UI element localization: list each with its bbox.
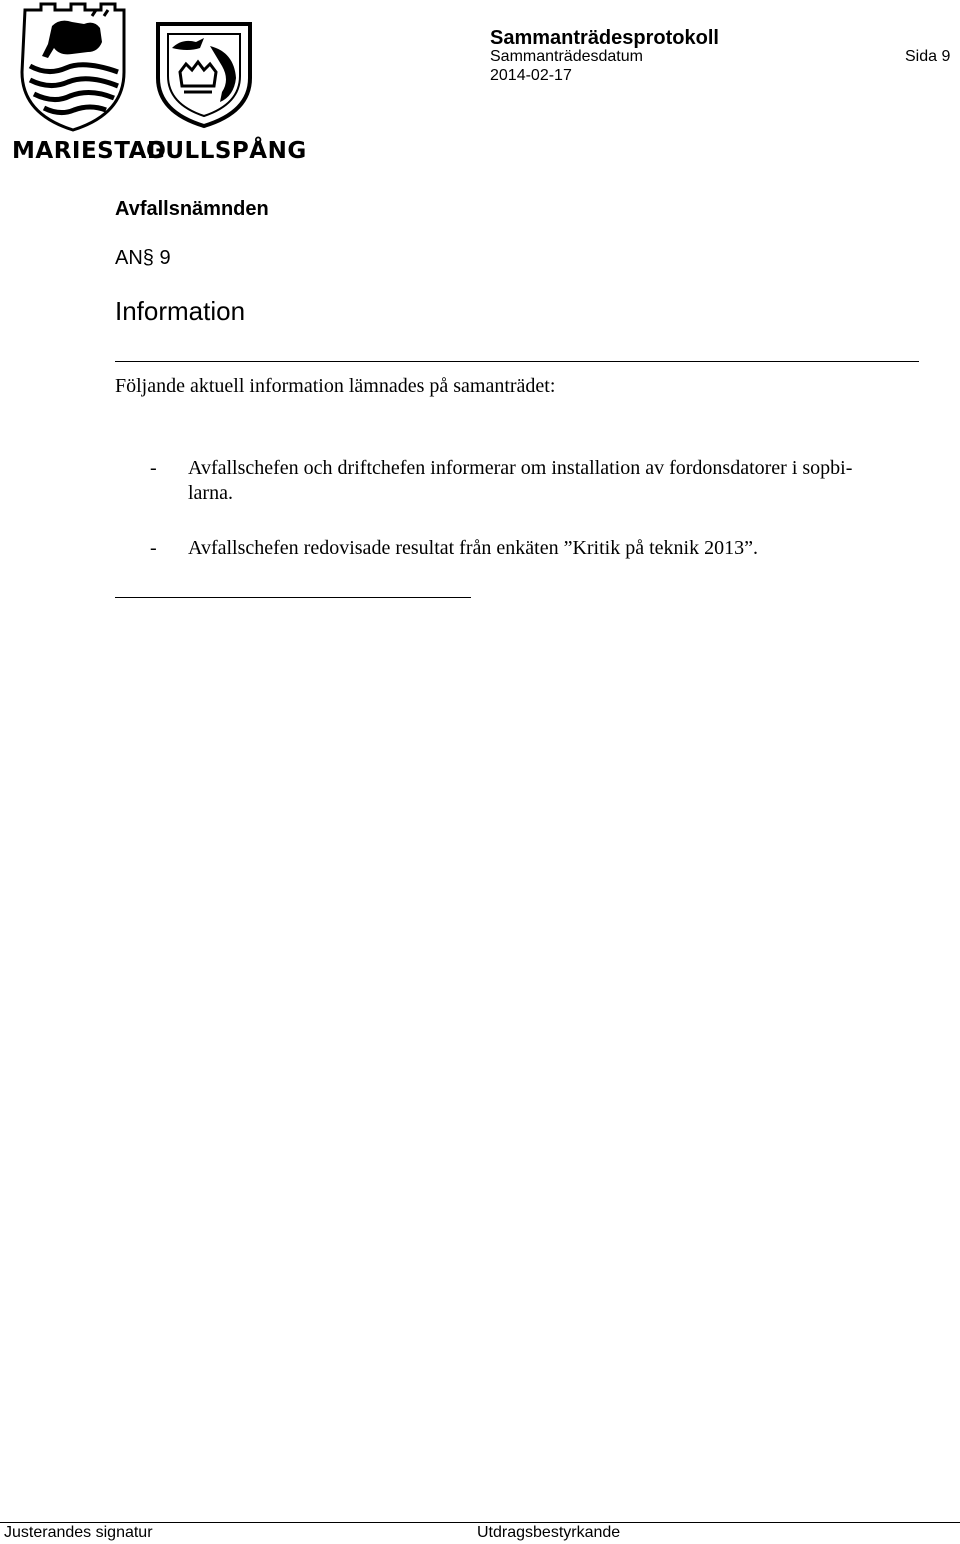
- end-rule: [115, 597, 471, 598]
- municipal-logos: [8, 2, 307, 168]
- footer-certification-label: Utdragsbestyrkande: [477, 1524, 621, 1541]
- footer-signature-label: Justerandes signatur: [4, 1524, 153, 1541]
- paragraph-number: AN§ 9: [115, 247, 171, 269]
- list-item-line: Avfallschefen och driftchefen informerar om installation av fordonsdatorer i sopbi-: [188, 457, 853, 479]
- gullspang-coat-of-arms-icon: [138, 2, 268, 134]
- document-title: Sammanträdesprotokoll: [490, 27, 719, 49]
- mariestad-coat-of-arms-icon: [8, 2, 138, 134]
- list-marker: -: [150, 537, 157, 559]
- section-title: Information: [115, 296, 246, 326]
- meeting-date: 2014-02-17: [490, 67, 572, 84]
- gullspang-name: GULLSPÅNG: [146, 138, 307, 164]
- board-name: Avfallsnämnden: [115, 198, 269, 220]
- list-marker: -: [150, 457, 157, 479]
- list-item-text: [188, 456, 908, 506]
- section-divider: [115, 361, 919, 362]
- mariestad-logo: [8, 2, 167, 168]
- gullspang-logo: [138, 2, 307, 168]
- meeting-date-label: Sammanträdesdatum: [490, 48, 643, 65]
- list-item-line: Avfallschefen redovisade resultat från enkäten ”Kritik på teknik 2013”.: [188, 537, 758, 559]
- footer-divider: [0, 1522, 960, 1523]
- list-item-line: larna.: [188, 482, 233, 504]
- list-item-text: [188, 536, 908, 561]
- page-number: Sida 9: [905, 48, 951, 65]
- mariestad-name: MARIESTAD: [12, 138, 167, 164]
- intro-text: Följande aktuell information lämnades på samanträdet:: [115, 375, 556, 397]
